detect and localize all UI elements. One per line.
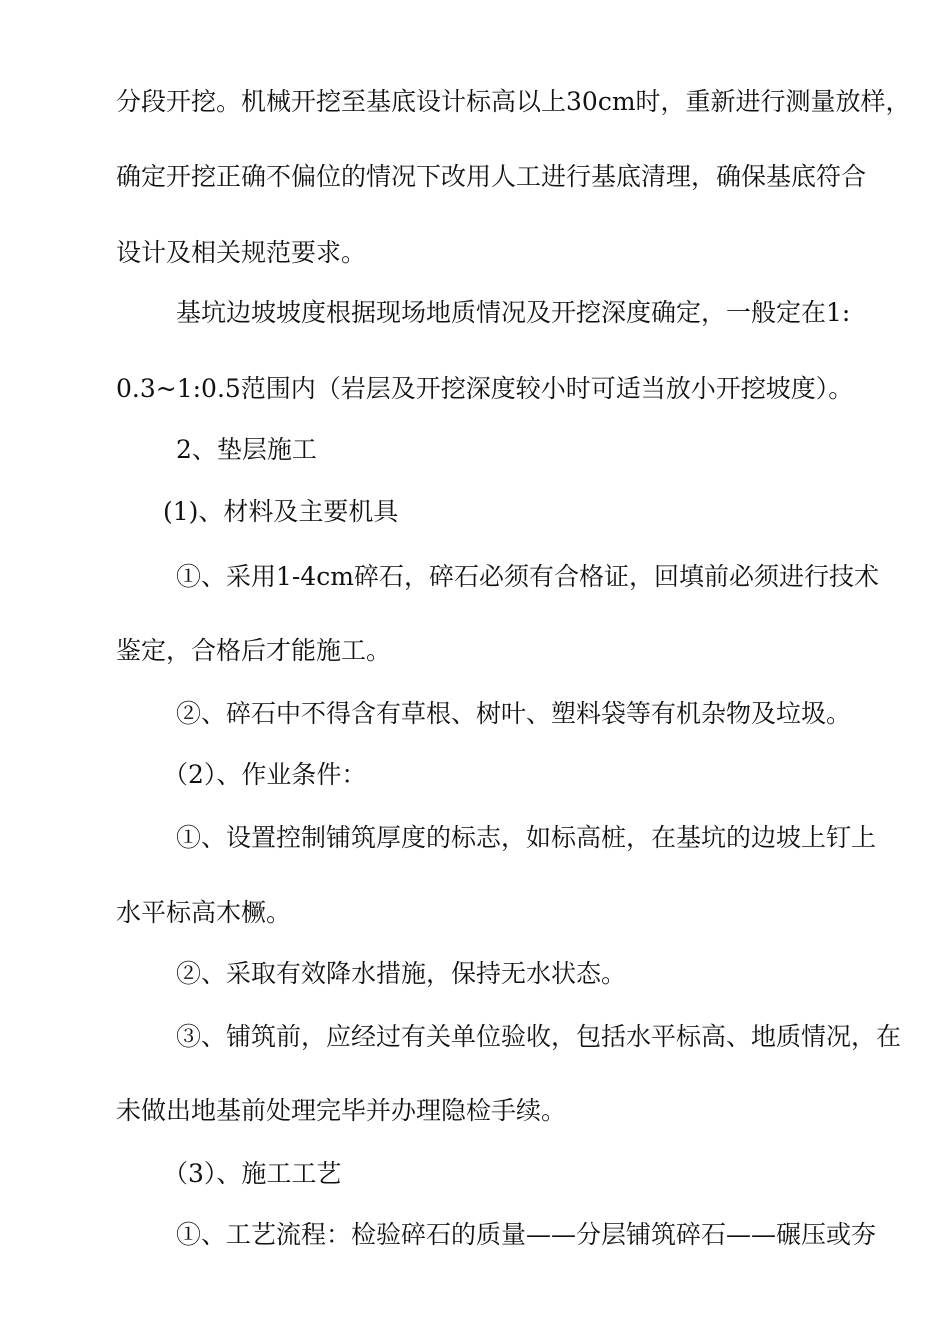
subsection-heading-3: （3）、施工工艺 [163,1159,342,1188]
text-line-10: ②、碎石中不得含有草根、树叶、塑料袋等有机杂物及垃圾。 [176,699,852,728]
text-line-18: ①、工艺流程：检验碎石的质量——分层铺筑碎石——碾压或夯 [176,1220,877,1249]
subsection-heading-1: (1)、材料及主要机具 [163,497,399,526]
text-line-2: 确定开挖正确不偏位的情况下改用人工进行基底清理，确保基底符合 [116,162,867,191]
text-line-15: ③、铺筑前，应经过有关单位验收，包括水平标高、地质情况，在 [176,1022,902,1051]
text-line-4: 基坑边坡坡度根据现场地质情况及开挖深度确定，一般定在1: [176,298,851,327]
text-line-14: ②、采取有效降水措施，保持无水状态。 [176,959,627,988]
text-line-12: ①、设置控制铺筑厚度的标志，如标高桩，在基坑的边坡上钉上 [176,823,877,852]
subsection-heading-2: （2）、作业条件： [163,760,367,789]
section-heading-2: 2、垫层施工 [176,435,317,464]
text-line-16: 未做出地基前处理完毕并办理隐检手续。 [116,1096,567,1125]
text-line-3: 设计及相关规范要求。 [116,238,367,267]
text-line-1: 分段开挖。机械开挖至基底设计标高以上30cm时，重新进行测量放样， [116,87,911,116]
text-line-13: 水平标高木橛。 [116,898,292,927]
text-line-5: 0.3~1:0.5范围内（岩层及开挖深度较小时可适当放小开挖坡度）。 [116,374,854,403]
text-line-9: 鉴定，合格后才能施工。 [116,636,392,665]
text-line-8: ①、采用1-4cm碎石，碎石必须有合格证，回填前必须进行技术 [176,562,879,591]
